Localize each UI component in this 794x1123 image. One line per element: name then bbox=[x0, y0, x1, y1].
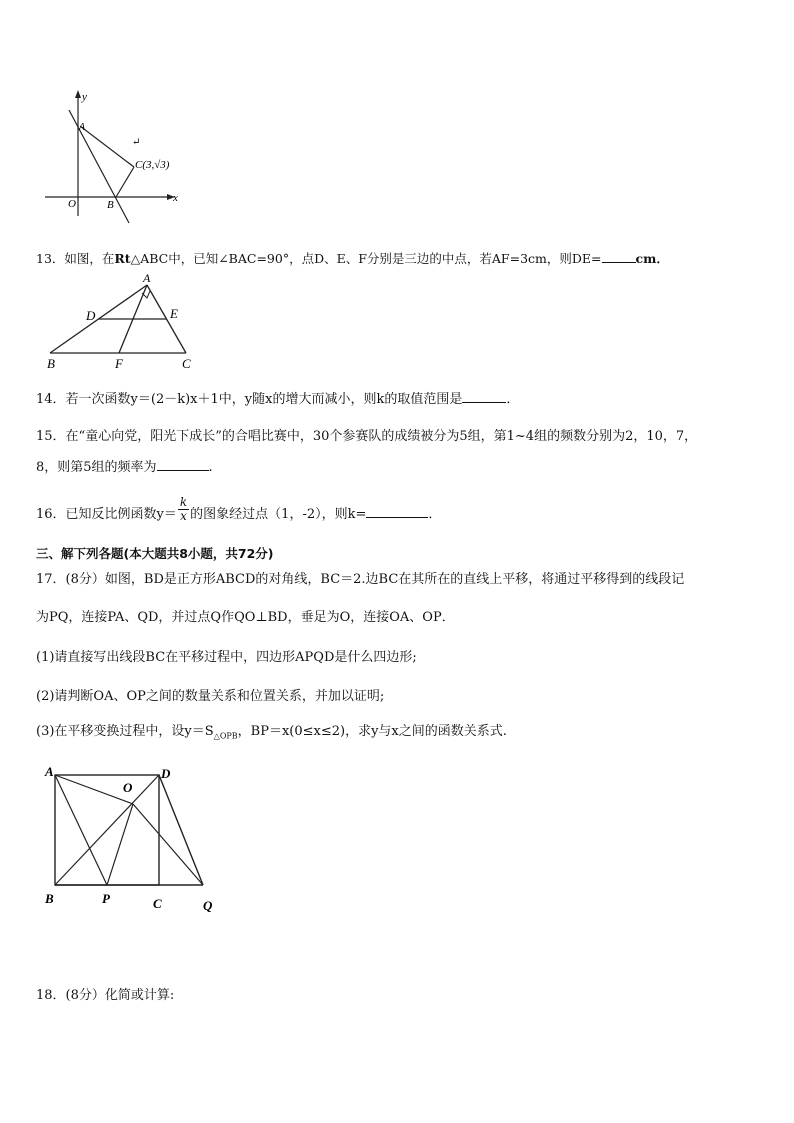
q13-label-f: F bbox=[115, 356, 123, 371]
q12-label-x: x bbox=[173, 192, 178, 204]
q17-part1: (1)请直接写出线段BC在平移过程中，四边形APQD是什么四边形; bbox=[36, 650, 417, 665]
q14-text: 14．若一次函数y＝(2－k)x＋1中，y随x的增大而减小，则k的取值范围是 ． bbox=[36, 392, 520, 407]
q13-text: 13．如图，在Rt△ABC中，已知∠BAC=90°，点D、E、F分别是三边的中点，若AF=3cm，则DE= cm． bbox=[36, 251, 669, 266]
q17-figure bbox=[40, 760, 230, 920]
q12-figure bbox=[40, 88, 190, 228]
q13-label-a: A bbox=[143, 272, 151, 285]
q16-text: 16．已知反比例函数y＝ $\frac{k}{x}$ 的图象经过点（1，-2），则k= ． bbox=[36, 495, 442, 523]
q12-label-y: y bbox=[82, 91, 87, 103]
q17-label-d: D bbox=[161, 766, 171, 781]
q13-label-c: C bbox=[182, 356, 191, 371]
q12-label-b: B bbox=[107, 199, 114, 211]
q17-line1: 17．(8分）如图，BD是正方形ABCD的对角线，BC＝2.边BC在其所在的直线上平移，将通过平移得到的线段记 bbox=[36, 572, 685, 587]
q16-fraction: $\frac{k}{x}$ bbox=[179, 495, 188, 523]
q14-answer-blank[interactable] bbox=[462, 390, 506, 403]
q17-label-o: O bbox=[123, 780, 133, 795]
q12-return-mark: ↵ bbox=[132, 137, 141, 148]
q17-part2: (2)请判断OA、OP之间的数量关系和位置关系，并加以证明; bbox=[36, 689, 385, 704]
q12-label-a: A bbox=[79, 122, 86, 133]
q12-label-c: C(3,√3) bbox=[135, 159, 170, 171]
q13-answer-blank[interactable] bbox=[602, 250, 636, 263]
q16-answer-blank[interactable] bbox=[366, 505, 428, 518]
q17-label-a: A bbox=[45, 764, 54, 779]
q17-label-b: B bbox=[45, 891, 54, 906]
section-3-heading: 三、解下列各题(本大题共8小题，共72分) bbox=[36, 546, 274, 561]
q18-text: 18．(8分）化简或计算: bbox=[36, 988, 175, 1003]
q15-answer-blank[interactable] bbox=[157, 458, 209, 471]
q17-label-c: C bbox=[153, 896, 162, 911]
q13-figure bbox=[40, 272, 210, 372]
q17-line2: 为PQ，连接PA、QD，并过点Q作QO⊥BD，垂足为O，连接OA、OP． bbox=[36, 610, 455, 625]
q15-line2: 8，则第5组的频率为 . bbox=[36, 460, 213, 475]
q13-label-e: E bbox=[170, 306, 178, 321]
q17-part3: (3)在平移变换过程中，设$y=S_{\triangle OPB}$，BP＝x(0≤x≤2)，求y与x之间的函数关系式. bbox=[36, 724, 507, 741]
q12-label-o: O bbox=[68, 198, 76, 210]
q17-label-p: P bbox=[102, 891, 110, 906]
q15-line1: 15．在“童心向党，阳光下成长”的合唱比赛中，30个参赛队的成绩被分为5组，第1~4组的频数分别为2，10，7， bbox=[36, 429, 698, 444]
q17-label-q: Q bbox=[203, 898, 213, 913]
q13-label-d: D bbox=[86, 308, 96, 323]
q13-label-b: B bbox=[47, 356, 55, 371]
